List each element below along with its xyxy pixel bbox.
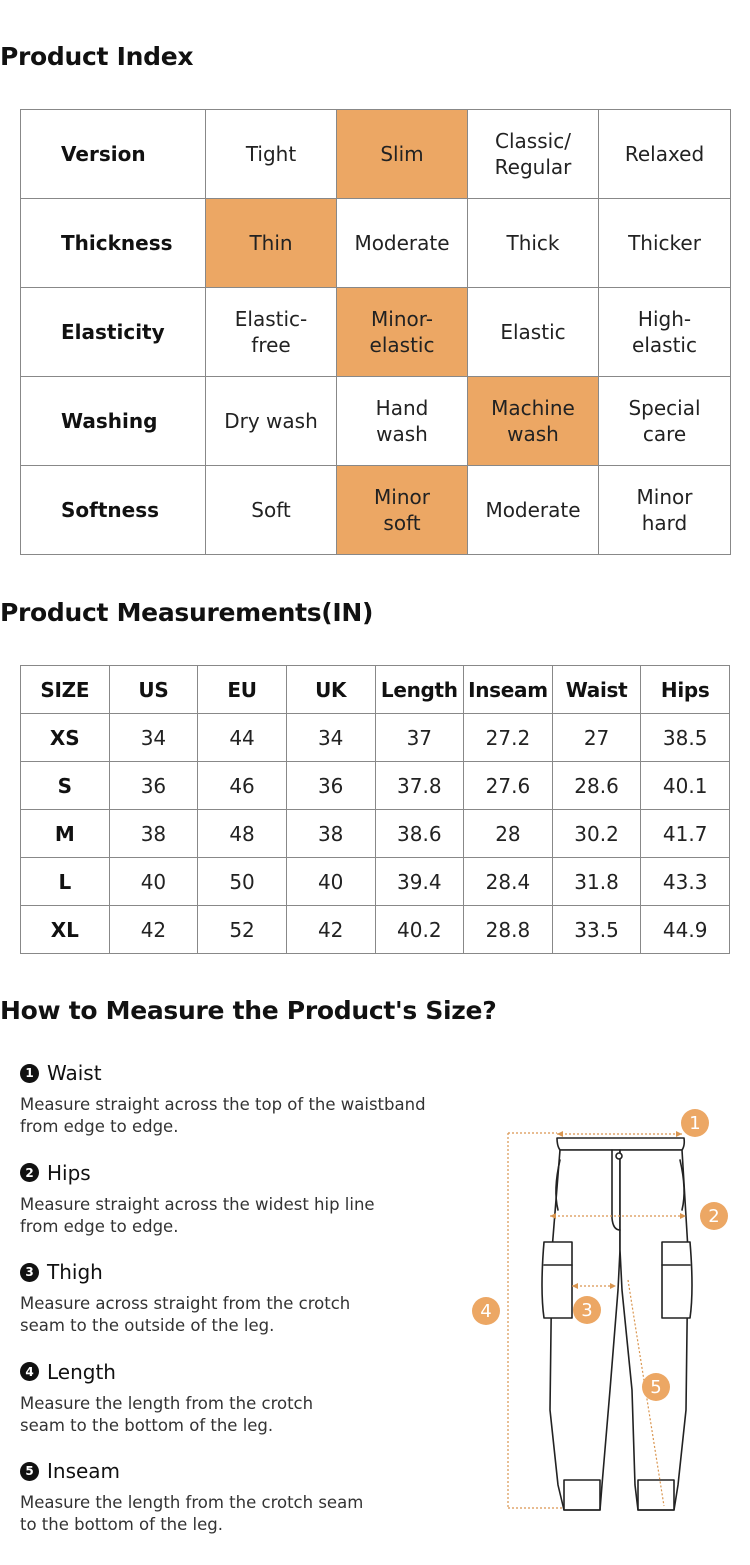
measure-step-length: [20, 1357, 460, 1457]
step-number-icon: 4: [20, 1362, 39, 1381]
table-cell: 39.4: [375, 858, 464, 906]
index-row-version: [21, 110, 731, 199]
table-cell: 41.7: [641, 810, 730, 858]
table-cell: 38: [286, 810, 375, 858]
table-cell: 44: [198, 714, 287, 762]
index-option-selected: Slim: [337, 110, 468, 199]
table-cell: 46: [198, 762, 287, 810]
size-cell: S: [21, 762, 110, 810]
index-option: Relaxed: [599, 110, 731, 199]
table-cell: 27.6: [464, 762, 553, 810]
table-cell: 28.6: [552, 762, 641, 810]
table-cell: 38: [109, 810, 198, 858]
table-cell: 38.5: [641, 714, 730, 762]
step-description: Measure straight across the top of the waistband from edge to edge.: [20, 1095, 426, 1136]
index-row-elasticity: [21, 288, 731, 377]
marker-5: 5: [642, 1373, 670, 1401]
index-row-washing: [21, 377, 731, 466]
table-cell: 28.4: [464, 858, 553, 906]
table-row: [21, 858, 730, 906]
column-header: SIZE: [21, 666, 110, 714]
product-index-title: Product Index: [0, 42, 194, 71]
index-option: Moderate: [468, 466, 599, 555]
index-option: Elastic- free: [206, 288, 337, 377]
measure-step-waist: [20, 1058, 460, 1158]
index-option-selected: Thin: [206, 199, 337, 288]
index-option: High- elastic: [599, 288, 731, 377]
product-index-table: [20, 109, 731, 555]
table-cell: 42: [286, 906, 375, 954]
table-cell: 50: [198, 858, 287, 906]
table-cell: 43.3: [641, 858, 730, 906]
measurements-table: [20, 665, 730, 954]
column-header: EU: [198, 666, 287, 714]
measure-step-thigh: [20, 1257, 460, 1357]
step-description: Measure the length from the crotch seam to the bottom of the leg.: [20, 1493, 364, 1534]
index-row-label: Washing: [21, 377, 206, 466]
column-header: US: [109, 666, 198, 714]
index-option: Soft: [206, 466, 337, 555]
table-cell: 34: [286, 714, 375, 762]
table-cell: 30.2: [552, 810, 641, 858]
table-cell: 44.9: [641, 906, 730, 954]
table-cell: 40: [286, 858, 375, 906]
table-cell: 36: [109, 762, 198, 810]
table-cell: 31.8: [552, 858, 641, 906]
table-cell: 48: [198, 810, 287, 858]
table-cell: 28: [464, 810, 553, 858]
table-row: [21, 810, 730, 858]
measure-steps-list: [20, 1058, 460, 1556]
measurements-title: Product Measurements(IN): [0, 598, 374, 627]
index-row-label: Version: [21, 110, 206, 199]
index-row-label: Elasticity: [21, 288, 206, 377]
index-option-selected: Machine wash: [468, 377, 599, 466]
table-cell: 42: [109, 906, 198, 954]
table-row: [21, 906, 730, 954]
index-option: Moderate: [337, 199, 468, 288]
step-title: [20, 1158, 460, 1188]
index-option: Hand wash: [337, 377, 468, 466]
table-cell: 27: [552, 714, 641, 762]
step-number-icon: 5: [20, 1462, 39, 1481]
step-number-icon: 3: [20, 1263, 39, 1282]
table-cell: 27.2: [464, 714, 553, 762]
table-cell: 38.6: [375, 810, 464, 858]
measure-step-inseam: [20, 1456, 460, 1556]
step-title: [20, 1257, 460, 1287]
index-option: Special care: [599, 377, 731, 466]
index-option: Thicker: [599, 199, 731, 288]
index-option-selected: Minor- elastic: [337, 288, 468, 377]
step-number-icon: 1: [20, 1064, 39, 1083]
column-header: Length: [375, 666, 464, 714]
index-option-selected: Minor soft: [337, 466, 468, 555]
table-row: [21, 762, 730, 810]
size-cell: L: [21, 858, 110, 906]
size-cell: M: [21, 810, 110, 858]
index-option: Dry wash: [206, 377, 337, 466]
step-name: Inseam: [47, 1459, 121, 1483]
step-title: [20, 1456, 460, 1486]
marker-1: 1: [681, 1109, 709, 1137]
index-row-thickness: [21, 199, 731, 288]
table-cell: 37.8: [375, 762, 464, 810]
table-cell: 33.5: [552, 906, 641, 954]
column-header: Hips: [641, 666, 730, 714]
marker-3: 3: [573, 1296, 601, 1324]
table-cell: 28.8: [464, 906, 553, 954]
table-row: [21, 714, 730, 762]
step-title: [20, 1357, 460, 1387]
table-cell: 40.2: [375, 906, 464, 954]
index-row-label: Softness: [21, 466, 206, 555]
measure-step-hips: [20, 1158, 460, 1258]
step-name: Hips: [47, 1160, 91, 1185]
table-cell: 34: [109, 714, 198, 762]
column-header: Inseam: [464, 666, 553, 714]
column-header: UK: [286, 666, 375, 714]
step-name: Length: [47, 1359, 116, 1384]
table-cell: 40.1: [641, 762, 730, 810]
table-cell: 37: [375, 714, 464, 762]
step-name: Thigh: [47, 1260, 103, 1284]
step-number-icon: 2: [20, 1163, 39, 1182]
index-option: Classic/ Regular: [468, 110, 599, 199]
size-cell: XS: [21, 714, 110, 762]
index-option: Minor hard: [599, 466, 731, 555]
table-cell: 52: [198, 906, 287, 954]
step-description: Measure the length from the crotch seam to the bottom of the leg.: [20, 1393, 314, 1435]
marker-2: 2: [700, 1202, 728, 1230]
index-option: Elastic: [468, 288, 599, 377]
index-row-softness: [21, 466, 731, 555]
step-name: Waist: [47, 1061, 102, 1085]
index-option: Tight: [206, 110, 337, 199]
index-row-label: Thickness: [21, 199, 206, 288]
table-cell: 40: [109, 858, 198, 906]
table-cell: 36: [286, 762, 375, 810]
size-cell: XL: [21, 906, 110, 954]
step-description: Measure straight across the widest hip line from edge to edge.: [20, 1194, 375, 1236]
marker-4: 4: [472, 1297, 500, 1325]
index-option: Thick: [468, 199, 599, 288]
step-description: Measure across straight from the crotch seam to the outside of the leg.: [20, 1294, 351, 1335]
how-to-measure-title: How to Measure the Product's Size?: [0, 996, 497, 1025]
step-title: [20, 1058, 460, 1088]
column-header: Waist: [552, 666, 641, 714]
cargo-pants-diagram-icon: [460, 1090, 750, 1560]
